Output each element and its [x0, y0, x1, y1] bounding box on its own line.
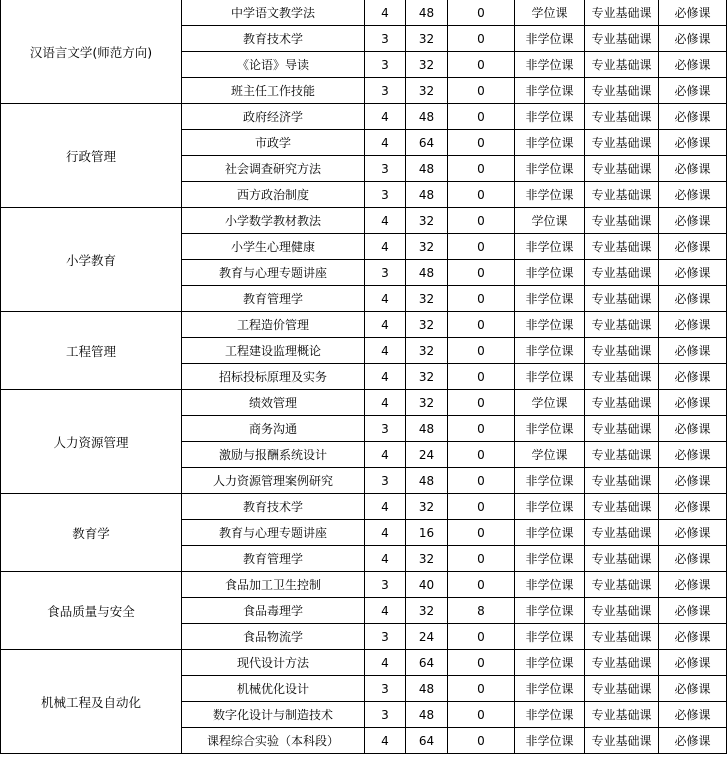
requirement-cell: 必修课 [659, 494, 727, 520]
table-row [1, 494, 727, 520]
requirement-cell: 必修课 [659, 390, 727, 416]
hours-cell: 64 [406, 650, 448, 676]
credits-cell: 4 [365, 312, 406, 338]
course-category-cell: 专业基础课 [585, 442, 659, 468]
hours-cell: 48 [406, 468, 448, 494]
requirement-cell: 必修课 [659, 520, 727, 546]
course-category-cell: 专业基础课 [585, 728, 659, 754]
course-name-cell: 教育与心理专题讲座 [182, 520, 365, 546]
major-cell: 食品质量与安全 [1, 572, 182, 650]
course-category-cell: 专业基础课 [585, 416, 659, 442]
credits-cell: 4 [365, 546, 406, 572]
credits-cell: 4 [365, 390, 406, 416]
course-name-cell: 西方政治制度 [182, 182, 365, 208]
credits-cell: 3 [365, 676, 406, 702]
practice-hours-cell: 0 [448, 364, 515, 390]
course-name-cell: 机械优化设计 [182, 676, 365, 702]
hours-cell: 32 [406, 52, 448, 78]
requirement-cell: 必修课 [659, 286, 727, 312]
practice-hours-cell: 0 [448, 442, 515, 468]
course-category-cell: 专业基础课 [585, 520, 659, 546]
credits-cell: 3 [365, 182, 406, 208]
credits-cell: 3 [365, 468, 406, 494]
hours-cell: 16 [406, 520, 448, 546]
credits-cell: 4 [365, 728, 406, 754]
practice-hours-cell: 0 [448, 572, 515, 598]
course-table-body [1, 0, 727, 754]
degree-type-cell: 非学位课 [515, 416, 585, 442]
requirement-cell: 必修课 [659, 416, 727, 442]
course-name-cell: 市政学 [182, 130, 365, 156]
practice-hours-cell: 0 [448, 312, 515, 338]
course-name-cell: 课程综合实验（本科段） [182, 728, 365, 754]
course-name-cell: 政府经济学 [182, 104, 365, 130]
course-category-cell: 专业基础课 [585, 208, 659, 234]
practice-hours-cell: 0 [448, 494, 515, 520]
practice-hours-cell: 0 [448, 182, 515, 208]
credits-cell: 4 [365, 104, 406, 130]
practice-hours-cell: 0 [448, 0, 515, 26]
credits-cell: 3 [365, 416, 406, 442]
requirement-cell: 必修课 [659, 104, 727, 130]
hours-cell: 32 [406, 494, 448, 520]
credits-cell: 3 [365, 624, 406, 650]
course-category-cell: 专业基础课 [585, 234, 659, 260]
practice-hours-cell: 0 [448, 78, 515, 104]
credits-cell: 4 [365, 234, 406, 260]
degree-type-cell: 非学位课 [515, 26, 585, 52]
degree-type-cell: 非学位课 [515, 520, 585, 546]
credits-cell: 4 [365, 520, 406, 546]
course-category-cell: 专业基础课 [585, 468, 659, 494]
course-name-cell: 工程造价管理 [182, 312, 365, 338]
requirement-cell: 必修课 [659, 156, 727, 182]
course-category-cell: 专业基础课 [585, 312, 659, 338]
course-name-cell: 食品加工卫生控制 [182, 572, 365, 598]
practice-hours-cell: 0 [448, 208, 515, 234]
course-category-cell: 专业基础课 [585, 0, 659, 26]
hours-cell: 24 [406, 442, 448, 468]
course-name-cell: 绩效管理 [182, 390, 365, 416]
major-cell: 机械工程及自动化 [1, 650, 182, 754]
course-category-cell: 专业基础课 [585, 260, 659, 286]
requirement-cell: 必修课 [659, 0, 727, 26]
course-category-cell: 专业基础课 [585, 702, 659, 728]
practice-hours-cell: 0 [448, 104, 515, 130]
major-cell: 小学教育 [1, 208, 182, 312]
practice-hours-cell: 0 [448, 286, 515, 312]
course-name-cell: 食品物流学 [182, 624, 365, 650]
practice-hours-cell: 0 [448, 260, 515, 286]
course-category-cell: 专业基础课 [585, 104, 659, 130]
course-name-cell: 现代设计方法 [182, 650, 365, 676]
degree-type-cell: 非学位课 [515, 650, 585, 676]
hours-cell: 32 [406, 598, 448, 624]
degree-type-cell: 非学位课 [515, 312, 585, 338]
practice-hours-cell: 0 [448, 130, 515, 156]
hours-cell: 32 [406, 338, 448, 364]
hours-cell: 64 [406, 130, 448, 156]
requirement-cell: 必修课 [659, 546, 727, 572]
hours-cell: 48 [406, 416, 448, 442]
major-cell: 工程管理 [1, 312, 182, 390]
practice-hours-cell: 0 [448, 26, 515, 52]
hours-cell: 32 [406, 78, 448, 104]
hours-cell: 32 [406, 546, 448, 572]
hours-cell: 32 [406, 312, 448, 338]
course-name-cell: 教育管理学 [182, 546, 365, 572]
course-name-cell: 教育技术学 [182, 26, 365, 52]
major-cell: 教育学 [1, 494, 182, 572]
degree-type-cell: 非学位课 [515, 702, 585, 728]
major-cell: 汉语言文学(师范方向) [1, 0, 182, 104]
table-row [1, 572, 727, 598]
course-category-cell: 专业基础课 [585, 338, 659, 364]
course-name-cell: 工程建设监理概论 [182, 338, 365, 364]
course-category-cell: 专业基础课 [585, 598, 659, 624]
practice-hours-cell: 0 [448, 234, 515, 260]
practice-hours-cell: 0 [448, 624, 515, 650]
course-name-cell: 小学生心理健康 [182, 234, 365, 260]
credits-cell: 3 [365, 26, 406, 52]
course-category-cell: 专业基础课 [585, 624, 659, 650]
requirement-cell: 必修课 [659, 78, 727, 104]
degree-type-cell: 非学位课 [515, 182, 585, 208]
degree-type-cell: 非学位课 [515, 78, 585, 104]
credits-cell: 3 [365, 156, 406, 182]
course-category-cell: 专业基础课 [585, 364, 659, 390]
requirement-cell: 必修课 [659, 208, 727, 234]
degree-type-cell: 非学位课 [515, 156, 585, 182]
requirement-cell: 必修课 [659, 728, 727, 754]
course-category-cell: 专业基础课 [585, 52, 659, 78]
degree-type-cell: 非学位课 [515, 104, 585, 130]
practice-hours-cell: 0 [448, 468, 515, 494]
credits-cell: 3 [365, 260, 406, 286]
requirement-cell: 必修课 [659, 260, 727, 286]
course-name-cell: 食品毒理学 [182, 598, 365, 624]
requirement-cell: 必修课 [659, 338, 727, 364]
hours-cell: 48 [406, 156, 448, 182]
credits-cell: 4 [365, 442, 406, 468]
degree-type-cell: 非学位课 [515, 624, 585, 650]
requirement-cell: 必修课 [659, 364, 727, 390]
degree-type-cell: 非学位课 [515, 364, 585, 390]
credits-cell: 4 [365, 208, 406, 234]
degree-type-cell: 非学位课 [515, 260, 585, 286]
practice-hours-cell: 0 [448, 416, 515, 442]
requirement-cell: 必修课 [659, 182, 727, 208]
course-category-cell: 专业基础课 [585, 390, 659, 416]
degree-type-cell: 非学位课 [515, 234, 585, 260]
hours-cell: 48 [406, 182, 448, 208]
course-category-cell: 专业基础课 [585, 650, 659, 676]
degree-type-cell: 非学位课 [515, 728, 585, 754]
credits-cell: 4 [365, 364, 406, 390]
course-name-cell: 数字化设计与制造技术 [182, 702, 365, 728]
hours-cell: 48 [406, 702, 448, 728]
degree-type-cell: 非学位课 [515, 468, 585, 494]
practice-hours-cell: 0 [448, 676, 515, 702]
hours-cell: 32 [406, 390, 448, 416]
degree-type-cell: 非学位课 [515, 546, 585, 572]
table-row [1, 0, 727, 26]
course-category-cell: 专业基础课 [585, 26, 659, 52]
course-category-cell: 专业基础课 [585, 130, 659, 156]
requirement-cell: 必修课 [659, 26, 727, 52]
credits-cell: 4 [365, 0, 406, 26]
credits-cell: 3 [365, 572, 406, 598]
practice-hours-cell: 0 [448, 520, 515, 546]
degree-type-cell: 非学位课 [515, 286, 585, 312]
course-category-cell: 专业基础课 [585, 572, 659, 598]
requirement-cell: 必修课 [659, 234, 727, 260]
credits-cell: 4 [365, 338, 406, 364]
practice-hours-cell: 0 [448, 338, 515, 364]
course-name-cell: 激励与报酬系统设计 [182, 442, 365, 468]
requirement-cell: 必修课 [659, 598, 727, 624]
hours-cell: 48 [406, 676, 448, 702]
table-row [1, 650, 727, 676]
major-cell: 行政管理 [1, 104, 182, 208]
course-category-cell: 专业基础课 [585, 156, 659, 182]
course-name-cell: 人力资源管理案例研究 [182, 468, 365, 494]
credits-cell: 3 [365, 52, 406, 78]
course-name-cell: 教育与心理专题讲座 [182, 260, 365, 286]
course-name-cell: 招标投标原理及实务 [182, 364, 365, 390]
credits-cell: 4 [365, 286, 406, 312]
hours-cell: 24 [406, 624, 448, 650]
course-name-cell: 商务沟通 [182, 416, 365, 442]
requirement-cell: 必修课 [659, 312, 727, 338]
course-name-cell: 教育管理学 [182, 286, 365, 312]
credits-cell: 3 [365, 78, 406, 104]
degree-type-cell: 非学位课 [515, 572, 585, 598]
practice-hours-cell: 8 [448, 598, 515, 624]
credits-cell: 4 [365, 598, 406, 624]
course-name-cell: 教育技术学 [182, 494, 365, 520]
hours-cell: 32 [406, 234, 448, 260]
hours-cell: 64 [406, 728, 448, 754]
course-name-cell: 社会调查研究方法 [182, 156, 365, 182]
hours-cell: 40 [406, 572, 448, 598]
course-name-cell: 小学数学教材教法 [182, 208, 365, 234]
course-name-cell: 《论语》导读 [182, 52, 365, 78]
hours-cell: 48 [406, 104, 448, 130]
course-name-cell: 班主任工作技能 [182, 78, 365, 104]
table-row [1, 208, 727, 234]
degree-type-cell: 非学位课 [515, 338, 585, 364]
course-category-cell: 专业基础课 [585, 676, 659, 702]
practice-hours-cell: 0 [448, 546, 515, 572]
degree-type-cell: 学位课 [515, 390, 585, 416]
course-category-cell: 专业基础课 [585, 78, 659, 104]
requirement-cell: 必修课 [659, 572, 727, 598]
hours-cell: 32 [406, 26, 448, 52]
degree-type-cell: 学位课 [515, 0, 585, 26]
requirement-cell: 必修课 [659, 702, 727, 728]
practice-hours-cell: 0 [448, 650, 515, 676]
degree-type-cell: 非学位课 [515, 52, 585, 78]
course-name-cell: 中学语文教学法 [182, 0, 365, 26]
requirement-cell: 必修课 [659, 130, 727, 156]
table-row [1, 104, 727, 130]
hours-cell: 48 [406, 260, 448, 286]
credits-cell: 3 [365, 702, 406, 728]
requirement-cell: 必修课 [659, 650, 727, 676]
course-category-cell: 专业基础课 [585, 286, 659, 312]
requirement-cell: 必修课 [659, 624, 727, 650]
course-category-cell: 专业基础课 [585, 182, 659, 208]
degree-type-cell: 学位课 [515, 442, 585, 468]
practice-hours-cell: 0 [448, 390, 515, 416]
hours-cell: 32 [406, 364, 448, 390]
practice-hours-cell: 0 [448, 156, 515, 182]
practice-hours-cell: 0 [448, 728, 515, 754]
course-category-cell: 专业基础课 [585, 546, 659, 572]
requirement-cell: 必修课 [659, 52, 727, 78]
requirement-cell: 必修课 [659, 442, 727, 468]
major-cell: 人力资源管理 [1, 390, 182, 494]
degree-type-cell: 学位课 [515, 208, 585, 234]
practice-hours-cell: 0 [448, 702, 515, 728]
course-category-cell: 专业基础课 [585, 494, 659, 520]
degree-type-cell: 非学位课 [515, 676, 585, 702]
hours-cell: 32 [406, 208, 448, 234]
requirement-cell: 必修课 [659, 676, 727, 702]
degree-type-cell: 非学位课 [515, 598, 585, 624]
credits-cell: 4 [365, 130, 406, 156]
degree-type-cell: 非学位课 [515, 130, 585, 156]
practice-hours-cell: 0 [448, 52, 515, 78]
credits-cell: 4 [365, 650, 406, 676]
table-row [1, 390, 727, 416]
hours-cell: 48 [406, 0, 448, 26]
credits-cell: 4 [365, 494, 406, 520]
table-row [1, 312, 727, 338]
requirement-cell: 必修课 [659, 468, 727, 494]
hours-cell: 32 [406, 286, 448, 312]
degree-type-cell: 非学位课 [515, 494, 585, 520]
